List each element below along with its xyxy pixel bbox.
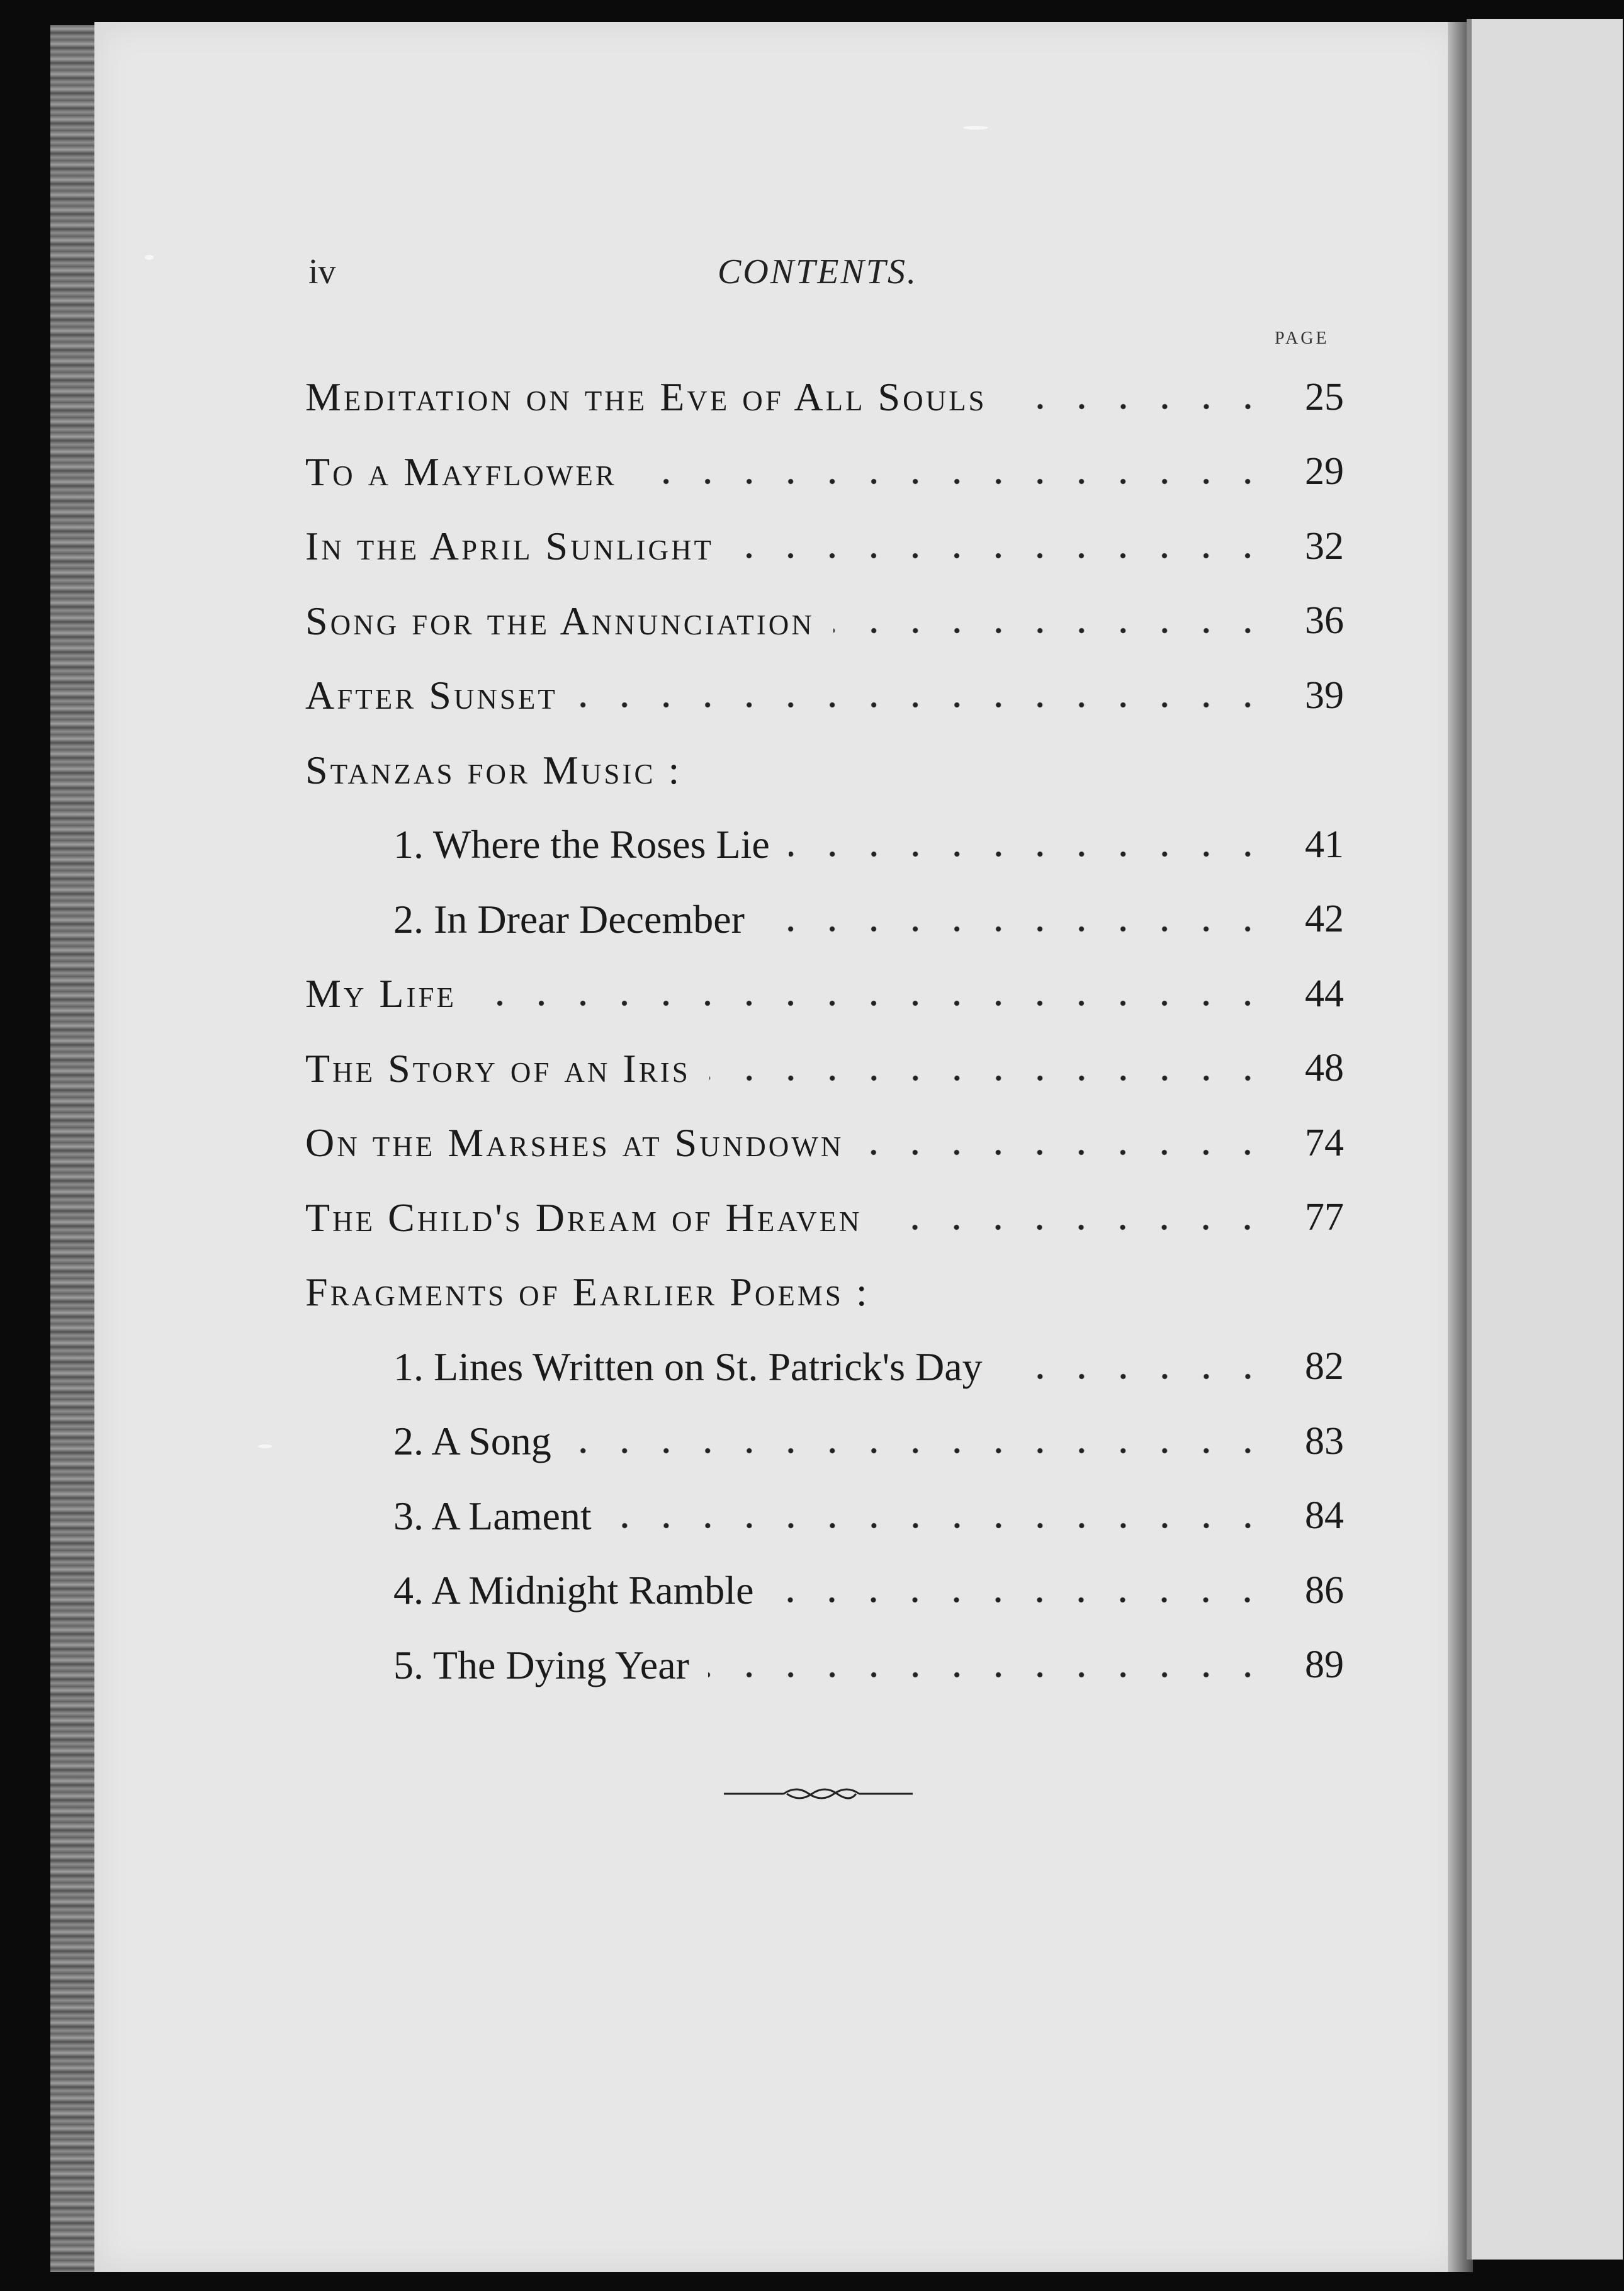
toc-entry [305,1479,1344,1554]
toc-entry-page-number: 42 [1305,898,1344,941]
toc-entry-title: After Sunset [305,673,558,718]
dot-leader [577,701,1268,709]
dot-leader [611,1521,1268,1530]
toc-entry [305,808,1344,882]
toc-entry-page-number: 32 [1305,524,1344,568]
toc-entry [305,1032,1344,1106]
toc-entry-title: Meditation on the Eve of All Souls [305,374,987,420]
toc-entry-title: My Life [305,971,456,1016]
running-head: CONTENTS. [718,252,918,291]
toc-entry-page-number: 39 [1305,673,1344,717]
toc-entry-title: On the Marshes at Sundown [305,1120,844,1166]
toc-entry-page-number: 25 [1305,375,1344,419]
dot-leader [789,850,1268,858]
toc-entry-page-number: 29 [1305,450,1344,493]
toc-entry-page-number: 82 [1305,1345,1344,1388]
table-of-contents [305,360,1344,1703]
dot-leader [833,626,1268,635]
toc-entry-page-number: 89 [1305,1643,1344,1687]
dot-leader [862,1148,1268,1157]
page-folio: iv [308,252,336,291]
toc-entry [305,1628,1344,1703]
toc-entry [305,509,1344,584]
tailpiece-ornament-icon [724,1781,913,1806]
dot-leader [475,999,1268,1008]
dot-leader [570,1446,1268,1455]
dot-leader [881,1223,1268,1232]
dot-leader [1006,402,1268,411]
dust-speck [145,255,154,260]
toc-entry-title: 2. In Drear December [393,896,745,942]
toc-entry-page-number: 36 [1305,599,1344,643]
toc-entry-page-number: 44 [1305,972,1344,1015]
dot-leader [701,775,1268,784]
toc-section-heading [305,733,1344,808]
toc-entry-title: To a Mayflower [305,449,617,494]
dot-leader [636,477,1268,486]
dot-leader [708,1670,1268,1679]
toc-entry [305,1181,1344,1256]
toc-entry-page-number: 77 [1305,1196,1344,1239]
dot-leader [709,1074,1268,1083]
toc-entry-title: The Story of an Iris [305,1045,691,1091]
toc-entry-title: The Child's Dream of Heaven [305,1195,862,1240]
dust-speck [258,1444,272,1448]
toc-entry-title: 1. Lines Written on St. Patrick's Day [393,1344,983,1389]
toc-entry-title: Song for the Annunciation [305,598,815,643]
toc-entry [305,1330,1344,1405]
binding-edge [50,25,94,2272]
facing-page-edge [1467,19,1623,2260]
dot-leader [764,925,1268,933]
dot-leader [889,1297,1268,1306]
toc-entry-title: Fragments of Earlier Poems : [305,1269,870,1315]
toc-entry-page-number: 74 [1305,1121,1344,1164]
toc-entry [305,435,1344,510]
toc-entry-title: 4. A Midnight Ramble [393,1568,754,1613]
toc-section-heading [305,1255,1344,1330]
toc-entry-title: In the April Sunlight [305,524,714,569]
toc-entry-title: 3. A Lament [393,1493,592,1538]
toc-entry-page-number: 41 [1305,823,1344,866]
toc-entry [305,360,1344,435]
toc-entry [305,1404,1344,1479]
dot-leader [1001,1372,1268,1381]
toc-entry-title: 2. A Song [393,1419,551,1464]
toc-entry-page-number: 86 [1305,1568,1344,1612]
toc-entry [305,584,1344,659]
toc-entry-title: 5. The Dying Year [393,1642,689,1687]
toc-entry-title: 1. Where the Roses Lie [393,822,770,867]
toc-entry [305,957,1344,1032]
toc-entry-page-number: 48 [1305,1047,1344,1090]
toc-entry [305,658,1344,733]
toc-entry [305,882,1344,957]
toc-entry [305,1553,1344,1628]
dust-speck [963,126,988,130]
page-column-label: PAGE [1275,329,1329,348]
dot-leader [733,551,1268,560]
toc-entry-title: Stanzas for Music : [305,747,682,792]
toc-entry [305,1106,1344,1181]
dot-leader [772,1596,1268,1604]
toc-entry-page-number: 84 [1305,1494,1344,1538]
toc-entry-page-number: 83 [1305,1419,1344,1463]
